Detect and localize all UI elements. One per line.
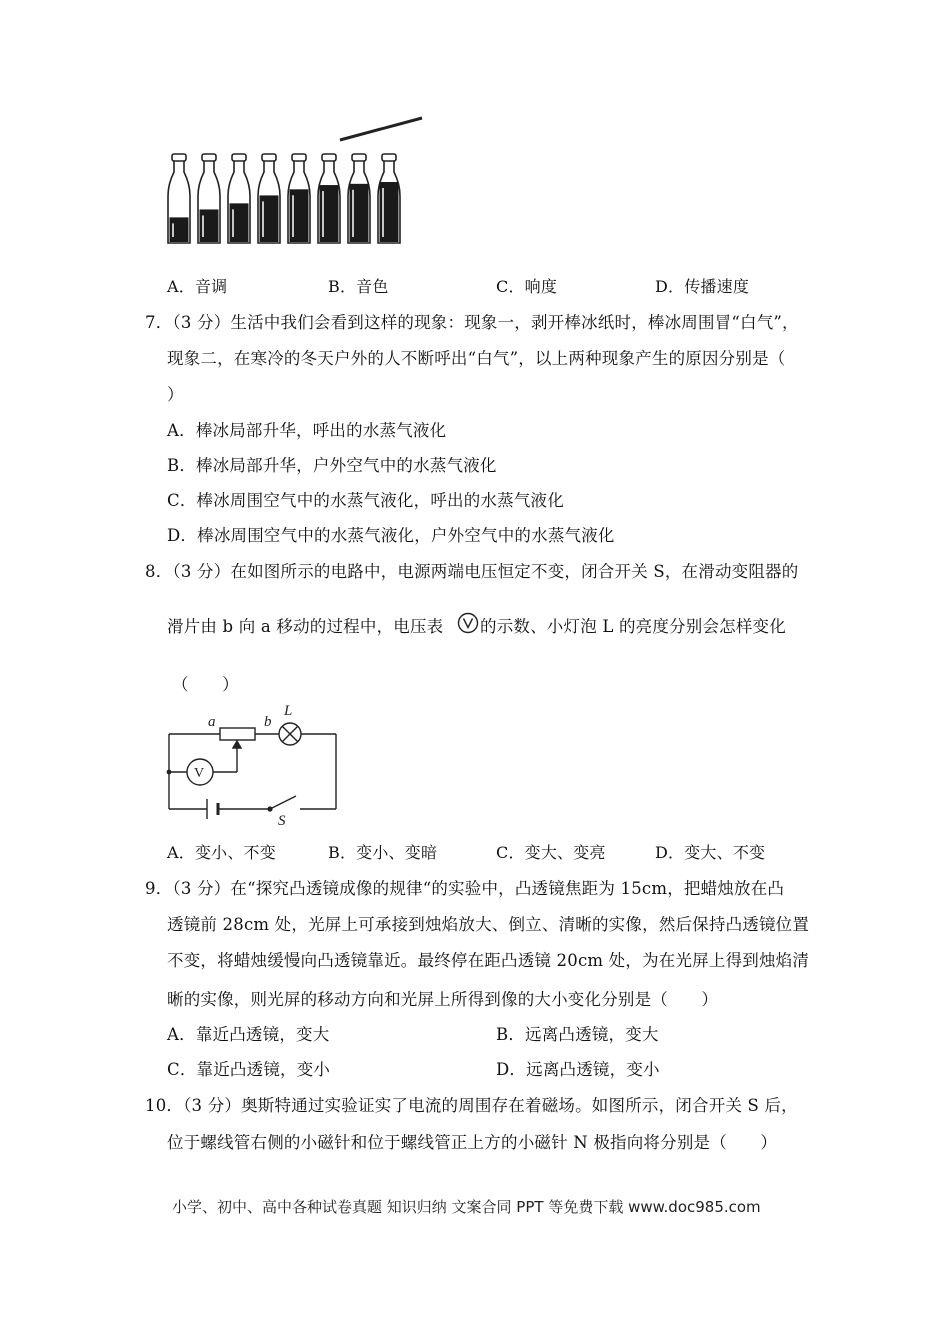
q10-stem-line1: 10．（3 分）奥斯特通过实验证实了电流的周围存在着磁场。如图所示，闭合开关 S 后，	[145, 1096, 798, 1115]
q7-stem-line1: 7．（3 分）生活中我们会看到这样的现象：现象一，剥开棒冰纸时，棒冰周围冒“白气”，	[145, 313, 799, 332]
bottle-6	[318, 154, 340, 243]
q9-option-d: D．远离凸透镜，变小	[496, 1060, 660, 1079]
q8-stem-line3: （ ）	[172, 675, 239, 694]
q8-option-b: B．变小、变暗	[328, 843, 438, 862]
bottle-1	[168, 154, 190, 243]
q6-option-c: C．响度	[496, 277, 558, 296]
bottle-5	[288, 154, 310, 243]
q6-option-b: B．音色	[328, 277, 389, 296]
q6-option-d: D．传播速度	[655, 277, 750, 296]
bottles-figure	[160, 110, 440, 250]
q8-option-c: C．变大、变亮	[496, 843, 606, 862]
q9-option-b: B．远离凸透镜，变大	[496, 1025, 659, 1044]
page-footer: 小学、初中、高中各种试卷真题 知识归纳 文案合同 PPT 等免费下载 www.doc985.com	[172, 1198, 761, 1216]
q7-option-d: D．棒冰周围空气中的水蒸气液化，户外空气中的水蒸气液化	[167, 526, 615, 545]
q8-option-d: D．变大、不变	[655, 843, 766, 862]
q8-stem-line2a: 滑片由 b 向 a 移动的过程中，电压表	[167, 617, 444, 636]
circuit-label-v: V	[194, 766, 205, 781]
circuit-label-a: a	[208, 714, 216, 730]
q9-stem-line4: 晰的实像，则光屏的移动方向和光屏上所得到像的大小变化分别是（ ）	[167, 990, 719, 1009]
q7-option-a: A．棒冰局部升华，呼出的水蒸气液化	[167, 421, 447, 440]
bottle-8	[378, 154, 400, 243]
q7-option-b: B．棒冰局部升华，户外空气中的水蒸气液化	[167, 456, 497, 475]
q7-stem-line3: ）	[167, 385, 184, 404]
q9-option-a: A．靠近凸透镜，变大	[167, 1025, 330, 1044]
bottle-7	[348, 154, 370, 243]
q9-stem-line2: 透镜前 28cm 处，光屏上可承接到烛焰放大、倒立、清晰的实像，然后保持凸透镜位置	[167, 915, 810, 934]
bottle-3	[228, 154, 250, 243]
q8-option-a: A．变小、不变	[167, 843, 276, 862]
q9-stem-line3: 不变，将蜡烛缓慢向凸透镜靠近。最终停在距凸透镜 20cm 处，为在光屏上得到烛焰清	[167, 951, 810, 970]
voltmeter-symbol-icon	[457, 612, 479, 634]
circuit-diagram	[160, 700, 350, 830]
circuit-label-l: L	[284, 703, 293, 719]
q9-option-c: C．靠近凸透镜，变小	[167, 1060, 331, 1079]
q8-stem-line1: 8．（3 分）在如图所示的电路中，电源两端电压恒定不变，闭合开关 S，在滑动变阻器的	[145, 562, 799, 581]
bottle-2	[198, 154, 220, 243]
circuit-label-s: S	[278, 813, 286, 829]
q6-option-a: A．音调	[167, 277, 228, 296]
circuit-label-b: b	[264, 714, 272, 730]
q7-stem-line2: 现象二，在寒冷的冬天户外的人不断呼出“白气”，以上两种现象产生的原因分别是（	[167, 349, 786, 368]
q10-stem-line2: 位于螺线管右侧的小磁针和位于螺线管正上方的小磁针 N 极指向将分别是（ ）	[167, 1133, 778, 1152]
q7-option-c: C．棒冰周围空气中的水蒸气液化，呼出的水蒸气液化	[167, 491, 564, 510]
bottle-4	[258, 154, 280, 243]
q8-stem-line2b: 的示数、小灯泡 L 的亮度分别会怎样变化	[480, 617, 786, 636]
q9-stem-line1: 9．（3 分）在“探究凸透镜成像的规律“的实验中，凸透镜焦距为 15cm，把蜡烛放在凸	[145, 879, 785, 898]
